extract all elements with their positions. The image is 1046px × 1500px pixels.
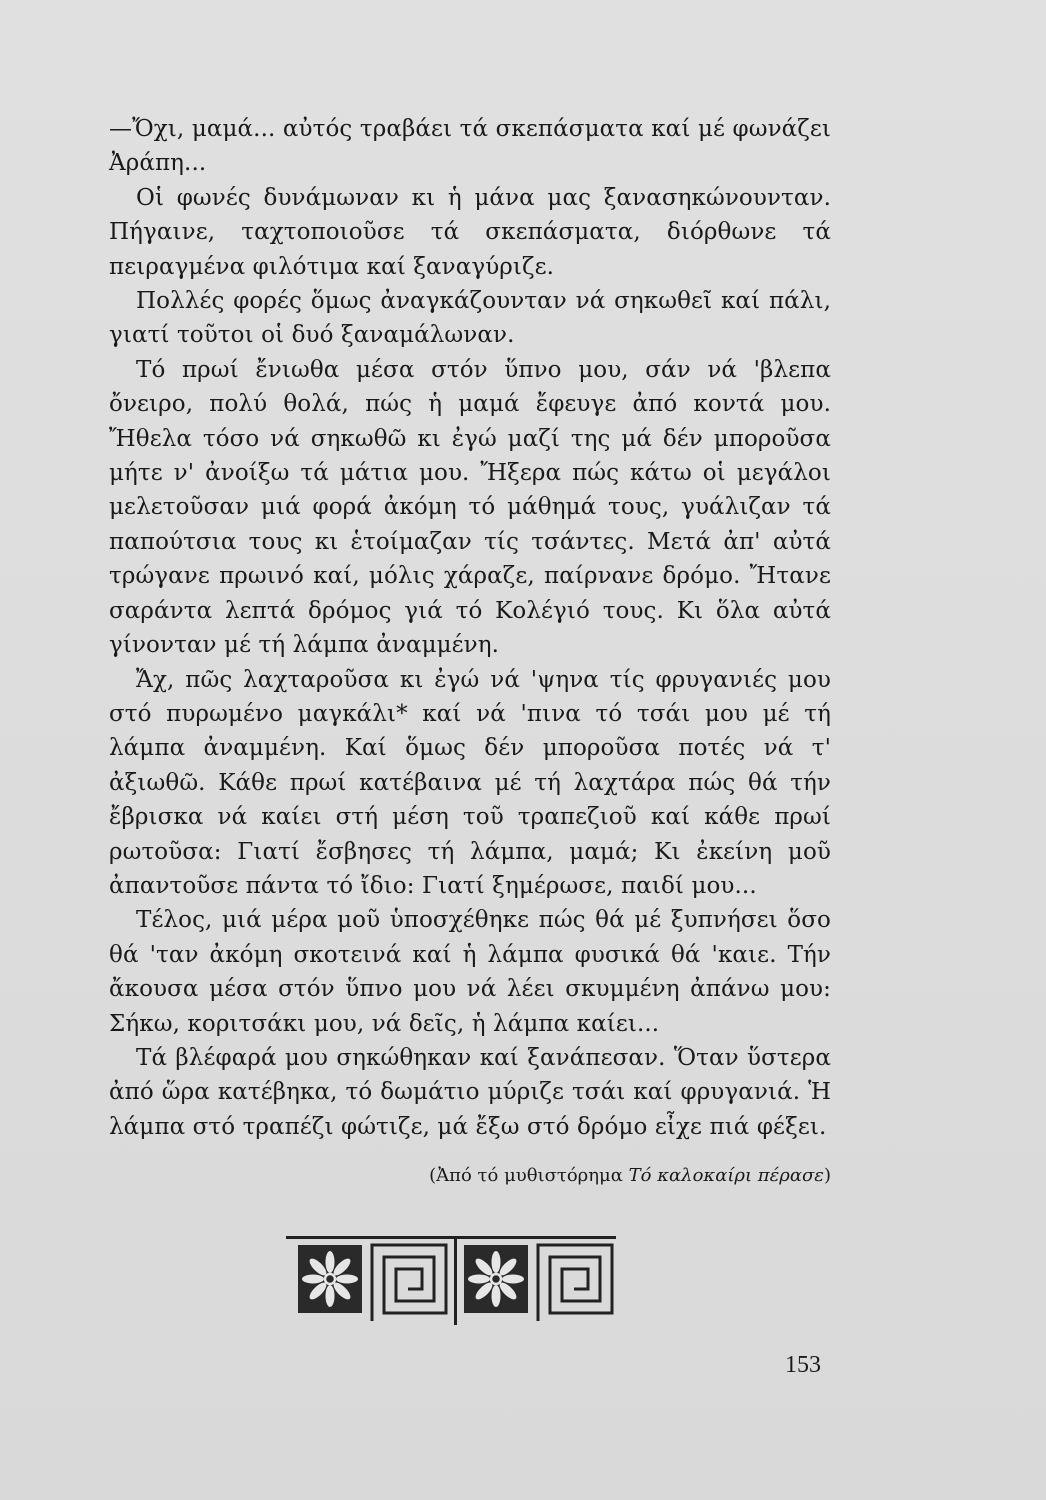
source-title: Τό καλοκαίρι πέρασε: [628, 1165, 824, 1186]
greek-key-rosette-icon: [286, 1233, 616, 1333]
meander-icon: [372, 1245, 446, 1321]
story-text: [109, 112, 831, 1144]
paragraph-morning: Τό πρωί ἔνιωθα μέσα στόν ὕπνο μου, σάν νά 'βλεπα ὄνειρο, πολύ θολά, πώς ἡ μαμά ἔφευγε ἀπό κοντά μου. Ἤθελα τόσο νά σηκωθῶ κι ἐγώ μαζί της μά δέν μποροῦσα μήτε ν' ἀνοίξω τά μάτια μου. Ἤξερα πώς κάτω οἱ μεγάλοι μελετοῦσαν μιά φορά ἀκόμη τό μάθημά τους, γυάλιζαν τά παπούτσια τους κι ἑτοίμαζαν τίς τσάντες. Μετά ἀπ' αὐτά τρώγανε πρωινό καί, μόλις χάραζε, παίρνανε δρόμο. Ἤτανε σαράντα λεπτά δρόμος γιά τό Κολέγιό τους. Κι ὅλα αὐτά γίνονταν μέ τή λάμπα ἀναμμένη.: [109, 356, 831, 659]
rosette-icon: [298, 1245, 362, 1313]
meander-icon: [538, 1245, 612, 1321]
page-number: 153: [785, 1352, 821, 1378]
source-suffix: ): [823, 1165, 831, 1186]
source-citation: [429, 1164, 831, 1188]
source-prefix: (Ἀπό τό μυθιστόρημα: [429, 1165, 629, 1186]
paragraph-dialogue: —Ὄχι, μαμά... αὐτός τραβάει τά σκεπάσματα καί μέ φωνάζει Ἀράπη...: [109, 116, 831, 177]
paragraph-longing: Ἄχ, πῶς λαχταροῦσα κι ἐγώ νά 'ψηνα τίς φρυγανιές μου στό πυρωμένο μαγκάλι* καί νά 'πινα τό τσάι μου μέ τή λάμπα ἀναμμένη. Καί ὅμως δέν μποροῦσα ποτές νά τ' ἀξιωθῶ. Κάθε πρωί κατέβαινα μέ τή λαχτάρα πώς θά τήν ἔβρισκα νά καίει στή μέση τοῦ τραπεζιοῦ καί κάθε πρωί ρωτοῦσα: Γιατί ἔσβησες τή λάμπα, μαμά; Κι ἐκείνη μοῦ ἀπαντοῦσε πάντα τό ἴδιο: Γιατί ξημέρωσε, παιδί μου...: [109, 666, 831, 899]
paragraph-voices: Οἱ φωνές δυνάμωναν κι ἡ μάνα μας ξανασηκώνουνταν. Πήγαινε, ταχτοποιοῦσε τά σκεπάσματα, διόρθωνε τά πειραγμένα φιλότιμα καί ξαναγύριζε.: [109, 184, 831, 280]
rosette-icon: [464, 1245, 528, 1313]
paragraph-promise: Τέλος, μιά μέρα μοῦ ὑποσχέθηκε πώς θά μέ ξυπνήσει ὅσο θά 'ταν ἀκόμη σκοτεινά καί ἡ λάμπα φυσικά θά 'καιε. Τήν ἄκουσα μέσα στόν ὕπνο μου νά λέει σκυμμένη ἀπάνω μου: Σήκω, κοριτσάκι μου, νά δεῖς, ἡ λάμπα καίει...: [109, 907, 831, 1037]
paragraph-eyelids: Τά βλέφαρά μου σηκώθηκαν καί ξανάπεσαν. Ὅταν ὕστερα ἀπό ὥρα κατέβηκα, τό δωμάτιο μύριζε τσάι καί φρυγανιά. Ἡ λάμπα στό τραπέζι φώτιζε, μά ἔξω στό δρόμο εἶχε πιά φέξει.: [109, 1044, 831, 1140]
paragraph-many-times: Πολλές φορές ὅμως ἀναγκάζουνταν νά σηκωθεῖ καί πάλι, γιατί τοῦτοι οἱ δυό ξαναμάλωναν.: [109, 288, 831, 349]
